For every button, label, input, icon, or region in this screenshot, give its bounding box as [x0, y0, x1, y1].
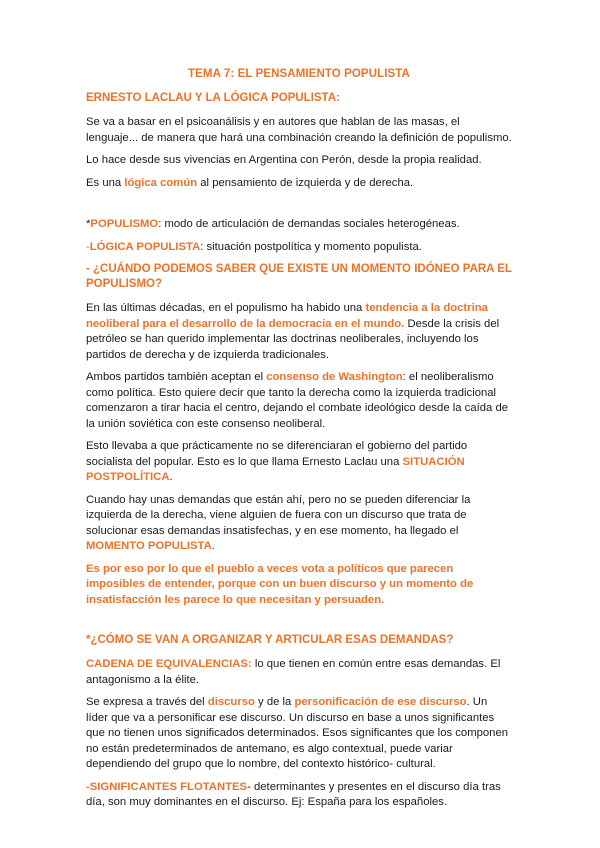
- definition-logica: -LÓGICA POPULISTA: situación postpolítica y momento populista.: [86, 240, 422, 253]
- paragraph: Cuando hay unas demandas que están ahí, pero no se pueden diferenciar la izquierda de la derecha, viene alguien de fuera con un discurso que trata de solucionar esas demandas insatisfechas, y en ese momento, ha llegado el MOMENTO POPULISTA.: [86, 493, 471, 552]
- highlight: lógica común: [124, 176, 198, 189]
- paragraph: -SIGNIFICANTES FLOTANTES- determinantes y presentes en el discurso día tras día, son muy dominantes en el discurso. Ej: España para los españoles.: [86, 780, 501, 808]
- highlight: MOMENTO POPULISTA: [86, 540, 212, 552]
- paragraph: Se expresa a través del discurso y de la personificación de ese discurso. Un líder que va a personificar ese discurso. Un discurso en base a unos significantes que no tienen unos significados determinados. Esos significantes que los componen no están predeterminados de antemano, es algo contextual, puede variar dependiendo del grupo que lo nombre, del contexto histórico- cultural.: [86, 696, 509, 770]
- section-heading-laclau: ERNESTO LACLAU Y LA LÓGICA POPULISTA:: [86, 92, 340, 104]
- paragraph: Esto llevaba a que prácticamente no se diferenciaran el gobierno del partido socialista del popular. Esto es lo que llama Ernesto Laclau una SITUACIÓN POSTPOLÍTICA.: [86, 440, 468, 483]
- paragraph: Lo hace desde sus vivencias en Argentina con Perón, desde la propia realidad.: [86, 154, 482, 166]
- term: POPULISMO: [90, 218, 159, 230]
- paragraph: En las últimas décadas, en el populismo ha habido una tendencia a la doctrina neoliberal para el desarrollo de la democracia en el mundo. Desde la crisis del petróleo se han querido implementar las doctrinas neoliberales, incluyendo los partidos de derecha y de izquierda tradicionales.: [86, 302, 500, 361]
- highlight: tendencia a la doctrina neoliberal para el desarrollo de la democracia en el mundo.: [86, 302, 488, 330]
- highlight: SITUACIÓN POSTPOLÍTICA: [86, 455, 465, 483]
- paragraph: Es una lógica común al pensamiento de izquierda y de derecha.: [86, 176, 414, 189]
- highlight: discurso: [207, 696, 255, 708]
- document-title: TEMA 7: EL PENSAMIENTO POPULISTA: [188, 68, 410, 80]
- definition-populismo: *POPULISMO: modo de articulación de demandas sociales heterogéneas.: [86, 218, 460, 230]
- highlight: consenso de Washington: [266, 371, 403, 383]
- section-heading-momento: - ¿CUÁNDO PODEMOS SABER QUE EXISTE UN MOMENTO IDÓNEO PARA EL POPULISMO?: [86, 263, 512, 290]
- section-heading-demandas: *¿CÓMO SE VAN A ORGANIZAR Y ARTICULAR ESAS DEMANDAS?: [86, 634, 454, 646]
- term: -SIGNIFICANTES FLOTANTES: [86, 780, 248, 793]
- paragraph: Ambos partidos también aceptan el consenso de Washington: el neoliberalismo como política. Esto quiere decir que tanto la derecha como la izquierda tradicional comenzaron a tirar hacia el centro, dejando el combate ideológico desde la caída de la unión soviética con este consenso neoliberal.: [86, 371, 509, 430]
- paragraph: CADENA DE EQUIVALENCIAS: lo que tienen en común entre esas demandas. El antagonismo a la élite.: [86, 658, 501, 686]
- emphasis-paragraph: Es por eso por lo que el pueblo a veces vota a políticos que parecen imposibles de entender, porque con un buen discurso y un momento de insatisfacción les parece lo que necesitan y persuaden.: [86, 562, 474, 606]
- highlight: personificación de ese discurso: [294, 696, 467, 708]
- term: LÓGICA POPULISTA: [89, 240, 201, 253]
- paragraph: Se va a basar en el psicoanálisis y en autores que hablan de las masas, el lenguaje... de manera que hará una combinación creando la definición de populismo.: [86, 116, 512, 144]
- term: CADENA DE EQUIVALENCIAS:: [86, 658, 252, 670]
